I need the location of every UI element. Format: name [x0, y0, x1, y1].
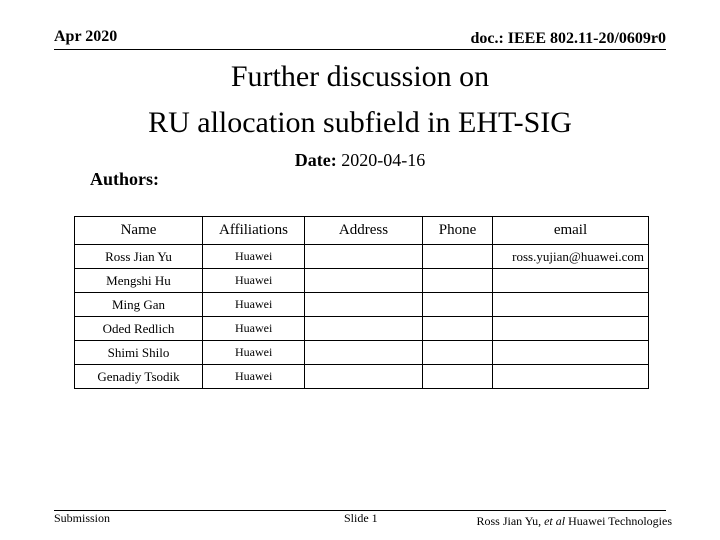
- author-affiliation: Huawei: [203, 317, 305, 341]
- footer-author-name: Ross Jian Yu,: [476, 514, 542, 528]
- title-line-1: Further discussion on: [230, 60, 490, 93]
- col-header-address: Address: [305, 217, 423, 245]
- slide-title: [60, 54, 660, 146]
- author-phone: [423, 317, 493, 341]
- col-header-phone: Phone: [423, 217, 493, 245]
- title-line-2: RU allocation subfield in EHT-SIG: [148, 106, 572, 139]
- table-row: [75, 245, 649, 269]
- author-affiliation: Huawei: [203, 293, 305, 317]
- footer-organization: Huawei Technologies: [568, 514, 672, 528]
- author-name: Shimi Shilo: [75, 341, 203, 365]
- header-date: Apr 2020: [54, 28, 118, 45]
- author-address: [305, 341, 423, 365]
- author-email: [493, 293, 649, 317]
- author-affiliation: Huawei: [203, 269, 305, 293]
- date-label: Date:: [294, 150, 337, 170]
- footer-author: [477, 514, 673, 529]
- authors-table: [74, 216, 649, 389]
- author-name: Oded Redlich: [75, 317, 203, 341]
- author-email: [493, 365, 649, 389]
- header-doc-id: doc.: IEEE 802.11-20/0609r0: [470, 30, 666, 47]
- author-phone: [423, 293, 493, 317]
- author-email: [493, 269, 649, 293]
- author-name: Genadiy Tsodik: [75, 365, 203, 389]
- author-name: Ross Jian Yu: [75, 245, 203, 269]
- col-header-affiliations: Affiliations: [203, 217, 305, 245]
- author-address: [305, 365, 423, 389]
- authors-label: Authors:: [90, 169, 160, 189]
- author-affiliation: Huawei: [203, 365, 305, 389]
- footer-submission: Submission: [54, 511, 111, 525]
- table-header-row: [75, 217, 649, 245]
- author-address: [305, 245, 423, 269]
- footer-et-al: et al: [544, 514, 566, 528]
- table-row: [75, 293, 649, 317]
- author-email: [493, 317, 649, 341]
- author-name: Ming Gan: [75, 293, 203, 317]
- date-line: [270, 150, 450, 171]
- author-email: ross.yujian@huawei.com: [493, 245, 649, 269]
- col-header-email: email: [493, 217, 649, 245]
- author-phone: [423, 341, 493, 365]
- col-header-name: Name: [75, 217, 203, 245]
- header-divider: [54, 49, 666, 50]
- footer-slide-number: Slide 1: [344, 511, 378, 525]
- author-address: [305, 269, 423, 293]
- date-value: 2020-04-16: [341, 150, 426, 170]
- author-name: Mengshi Hu: [75, 269, 203, 293]
- author-address: [305, 317, 423, 341]
- author-email: [493, 341, 649, 365]
- table-row: [75, 341, 649, 365]
- author-phone: [423, 245, 493, 269]
- author-affiliation: Huawei: [203, 245, 305, 269]
- author-phone: [423, 365, 493, 389]
- author-affiliation: Huawei: [203, 341, 305, 365]
- author-phone: [423, 269, 493, 293]
- table-row: [75, 269, 649, 293]
- author-address: [305, 293, 423, 317]
- table-row: [75, 365, 649, 389]
- table-row: [75, 317, 649, 341]
